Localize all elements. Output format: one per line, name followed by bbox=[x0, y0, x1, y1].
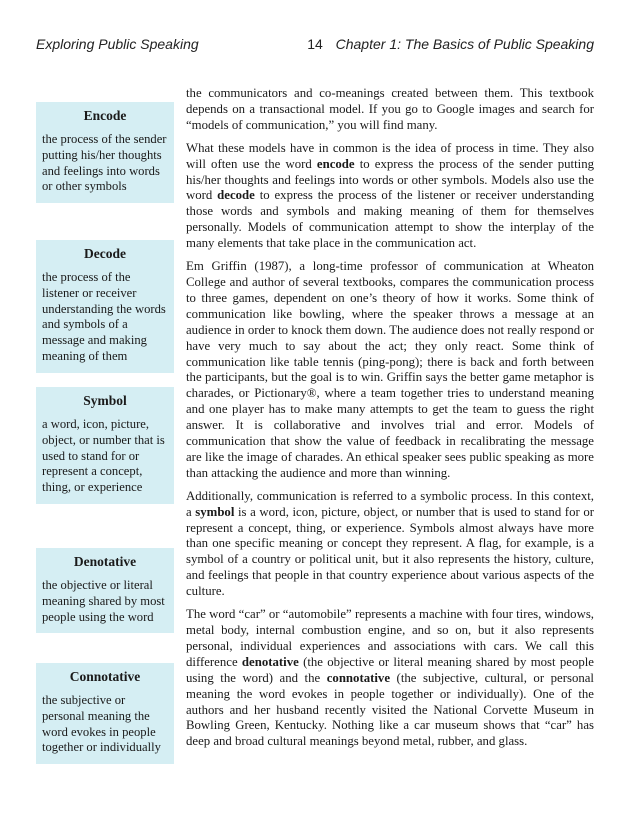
glossary-term: Denotative bbox=[73, 554, 137, 569]
running-header bbox=[36, 36, 594, 54]
glossary-definition: the process of the sender putting his/her thoughts and feelings into words or other symbols bbox=[42, 132, 167, 194]
book-title: Exploring Public Speaking bbox=[36, 36, 199, 52]
glossary-term: Decode bbox=[84, 246, 126, 261]
paragraph: The word “car” or “automobile” represents a machine with four tires, windows, metal body, internal combustion engine, and so on, but it also represents personal, individual experiences and associations with cars. We call this difference denotative (the objective or literal meaning shared by most people using the word) and the connotative (the subjective, cultural, or personal meaning the word evokes in people together or individually). One of the authors and her husband recently visited the National Corvette Museum in Bowling Green, Kentucky. Nothing like a car museum shows that “car” has deep and broad cultural meanings beyond metal, rubber, and glass. bbox=[186, 607, 594, 749]
key-term: decode bbox=[217, 188, 255, 203]
body-text bbox=[186, 86, 594, 757]
glossary-definition: the subjective or personal meaning the word evokes in people together or individually bbox=[42, 693, 161, 755]
key-term: denotative bbox=[241, 654, 299, 669]
paragraph: Additionally, communication is referred to a symbolic process. In this context, a symbol is a word, icon, picture, object, or number that is used to stand for or represent a concept, thing, or experience. Symbols almost always have more than one specific meaning or concept they represent. A flag, for example, is a symbol of a country or political unit, but it also represents the history, culture, and feelings that people in that country experience about various aspects of the culture. bbox=[186, 488, 594, 599]
glossary-definition: a word, icon, picture, object, or number that is used to stand for or represent a concept, thing, or experience bbox=[42, 417, 165, 495]
glossary-term: Encode bbox=[83, 108, 127, 123]
glossary-box-denotative bbox=[36, 548, 174, 633]
paragraph: Em Griffin (1987), a long-time professor of communication at Wheaton College and author of several textbooks, compares the communication process to three games, dependent on one’s theory of how it works. Some think of communication like bowling, where the speaker throws a message at an audience in order to knock them down. The audience does not really respond or have very much to say about the act; they only react. Some think of communication like table tennis (ping-pong); there is back and forth between the participants, but the goal is to win. Griffin says the better game metaphor is charades, or Pictionary®, where a team together tries to understand meaning and one player has to make many attempts to get the team to guess the right answer. It is collaborative and involves trial and error. Models of communication that show the value of feedback in recalibrating the message are like the image of charades. An ethical speaker sees public speaking as more than attacking the audience and more than winning. bbox=[186, 259, 594, 480]
key-term: symbol bbox=[195, 504, 235, 519]
glossary-definition: the objective or literal meaning shared by most people using the word bbox=[42, 578, 165, 624]
paragraph: What these models have in common is the idea of process in time. They also will often use the word encode to express the process of the sender putting his/her thoughts and feelings into words or other symbols. Models also use the word decode to express the process of the listener or receiver understanding those words and symbols and making meaning of them for themselves personally. Models of communication attempt to show the interplay of the many elements that take place in the communication act. bbox=[186, 140, 595, 251]
key-term: encode bbox=[316, 156, 355, 171]
glossary-box-decode bbox=[36, 240, 174, 373]
chapter-title: Chapter 1: The Basics of Public Speaking bbox=[335, 36, 594, 52]
glossary-box-connotative bbox=[36, 663, 174, 764]
paragraph: the communicators and co-meanings created between them. This textbook depends on a transactional model. If you go to Google images and search for “models of communication,” you will find many. bbox=[186, 86, 594, 132]
glossary-box-encode bbox=[36, 102, 174, 203]
glossary-term: Symbol bbox=[83, 393, 127, 408]
glossary-definition: the process of the listener or receiver understanding the words and symbols of a message and making meaning of them bbox=[42, 270, 166, 363]
glossary-box-symbol bbox=[36, 387, 174, 504]
glossary-term: Connotative bbox=[69, 669, 141, 684]
page-number: 14 bbox=[307, 36, 323, 52]
key-term: connotative bbox=[326, 670, 391, 685]
